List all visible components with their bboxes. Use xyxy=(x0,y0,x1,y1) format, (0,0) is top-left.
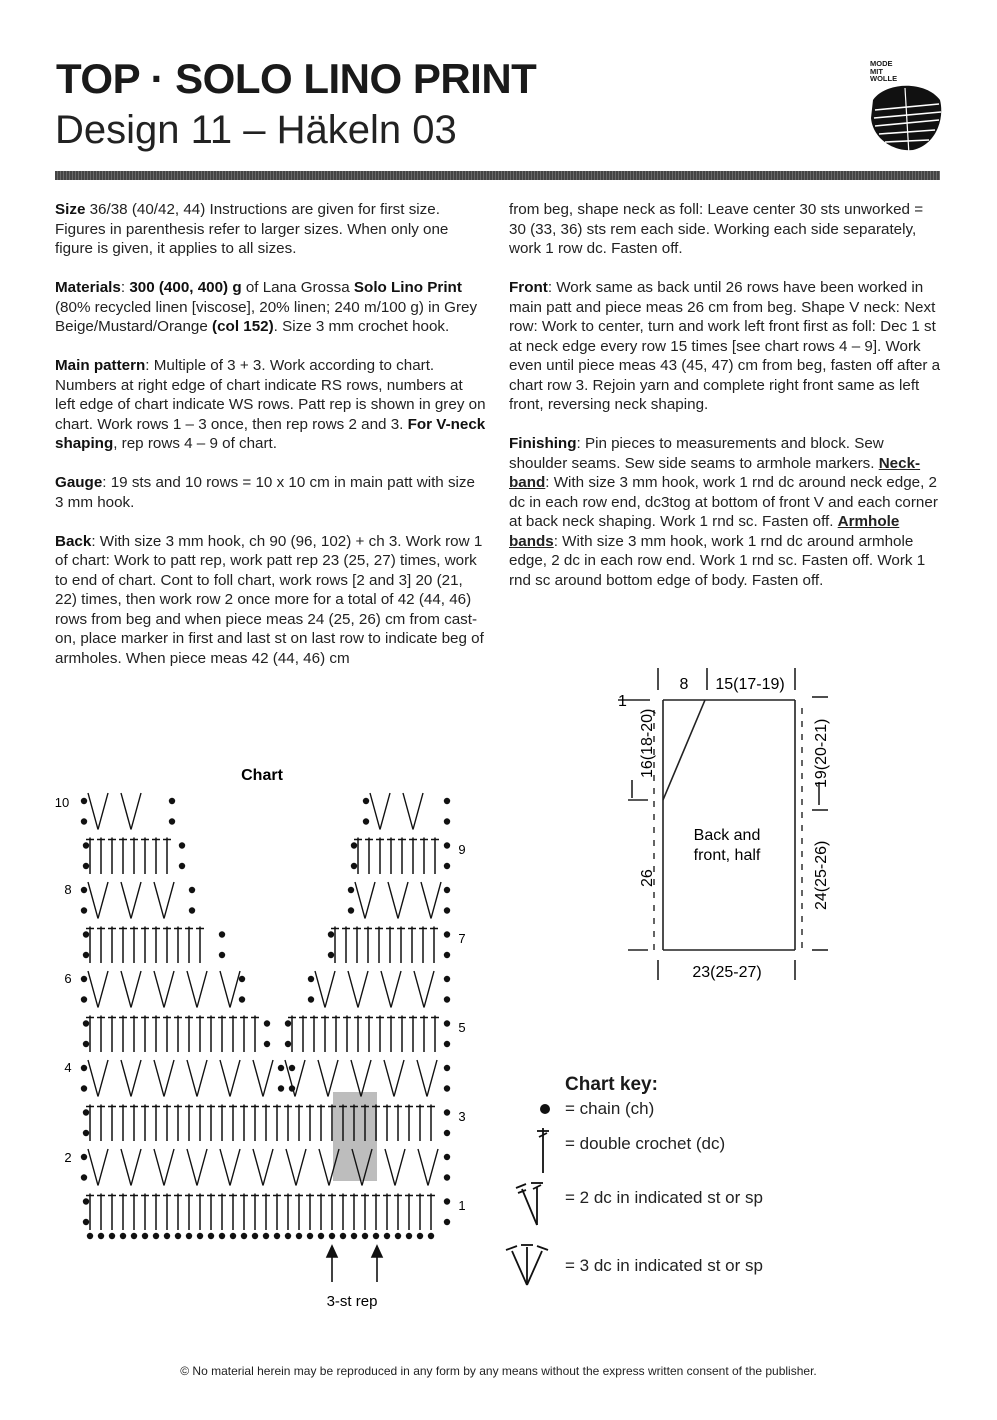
key-dc-label: = double crochet (dc) xyxy=(565,1134,726,1153)
pattern-repeat-highlight xyxy=(333,1092,377,1181)
crochet-chart xyxy=(40,760,480,1320)
row-number-1: 1 xyxy=(458,1198,466,1213)
right-text-column xyxy=(509,200,941,610)
lana-grossa-logo xyxy=(865,60,945,160)
schematic-width: 23(25-27) xyxy=(692,964,762,981)
key-chain-label: = chain (ch) xyxy=(565,1099,655,1118)
schematic-piece-label: Back and xyxy=(693,827,761,844)
main-pattern-paragraph: Main pattern: Multiple of 3 + 3. Work according to chart. Numbers at right edge of chart indicate RS rows, numbers at left edge of chart indicate WS rows. Patt rep is shown in grey on chart. Work rows 1 – 3 once, then rep rows 2 and 3. For V-neck shaping, rep rows 4 – 9 of chart. xyxy=(55,357,486,452)
row-number-8: 8 xyxy=(64,882,72,897)
schematic-neck-depth: 16(18-20) xyxy=(639,708,656,778)
left-text-column xyxy=(55,200,487,688)
materials-paragraph: Materials: 300 (400, 400) g of Lana Grossa Solo Lino Print (80% recycled linen [viscose], 20% linen; 240 m/100 g) in Grey Beige/Mustard/Orange (col 152). Size 3 mm crochet hook. xyxy=(55,279,478,335)
header-divider-bar xyxy=(55,171,940,180)
page-title: TOP · SOLO LINO PRINT xyxy=(56,55,537,102)
page-subtitle: Design 11 – Häkeln 03 xyxy=(55,108,457,152)
row-number-3: 3 xyxy=(458,1109,466,1124)
chart-title: Chart xyxy=(241,767,283,784)
schematic-label-1: 1 xyxy=(618,693,627,710)
key-3dc-label: = 3 dc in indicated st or sp xyxy=(565,1256,763,1275)
chain-symbol-icon xyxy=(540,1104,550,1114)
chart-key-symbols xyxy=(500,1095,570,1295)
schematic-piece-label-2: front, half xyxy=(693,847,761,864)
row-number-4: 4 xyxy=(64,1060,72,1075)
front-paragraph: Front: Work same as back until 26 rows have been worked in main patt and piece meas 26 cm from beg. Shape V neck: Next row: Work to center, turn and work left front first as foll: Dec 1 st at neck edge every row 15 times [see chart rows 4 – 9]. Work even until piece meas 43 (45, 47) cm from beg, fasten off after a chart row 3. Rejoin yarn and complete right front same as left front, reversing neck shaping. xyxy=(509,279,941,413)
copyright-footer: © No material herein may be reproduced in any form by any means without the express written consent of the publisher. xyxy=(180,1364,817,1378)
gauge-paragraph: Gauge: 19 sts and 10 rows = 10 x 10 cm in main patt with size 3 mm hook. xyxy=(55,474,475,511)
row-number-7: 7 xyxy=(458,931,466,946)
finishing-paragraph: Finishing: Pin pieces to measurements and block. Sew shoulder seams. Sew side seams to armhole markers. Neckband: With size 3 mm hook, work 1 rnd dc around neck edge, 2 dc in each row end, dc3tog at bottom of front V and each corner at back neck shaping. Work 1 rnd sc. Fasten off. Armhole bands: With size 3 mm hook, work 1 rnd dc around armhole edge, 2 dc in each row end. Work 1 rnd sc. Fasten off. Work 1 rnd sc around bottom edge of body. Fasten off. xyxy=(509,435,938,589)
key-2dc-label: = 2 dc in indicated st or sp xyxy=(565,1188,763,1207)
chart-key-title: Chart key: xyxy=(565,1074,658,1095)
schematic-shoulder-width: 15(17-19) xyxy=(715,676,785,693)
row-number-6: 6 xyxy=(64,971,72,986)
garment-schematic xyxy=(600,660,840,990)
schematic-armhole-depth: 19(20-21) xyxy=(813,718,830,788)
schematic-side-length: 24(25-26) xyxy=(813,840,830,910)
repeat-label: 3-st rep xyxy=(326,1293,378,1310)
back-paragraph: Back: With size 3 mm hook, ch 90 (96, 102) + ch 3. Work row 1 of chart: Work to patt rep, work patt rep 23 (25, 27) times, work to end of chart. Cont to foll chart, work rows [2 and 3] 20 (21, 22) times, then work row 2 once more for a total of 42 (44, 46) rows from beg and when piece meas 24 (25, 26) cm from cast-on, place marker in first and last st on last row to indicate beg of armholes. When piece meas 42 (44, 46) cm xyxy=(55,532,484,667)
size-paragraph: Size 36/38 (40/42, 44) Instructions are given for first size. Figures in parenthesis refer to larger sizes. When only one figure is given, it applies to all sizes. xyxy=(55,201,449,257)
row-number-9: 9 xyxy=(458,842,466,857)
neck-shaping-paragraph: from beg, shape neck as foll: Leave center 30 sts unworked = 30 (33, 36) sts rem each side. Working each side separately, work 1 row dc. Fasten off. xyxy=(509,201,924,257)
schematic-shoulder-8: 8 xyxy=(679,676,689,693)
row-number-10: 10 xyxy=(54,795,70,810)
row-number-2: 2 xyxy=(64,1150,72,1165)
schematic-lower-length: 26 xyxy=(639,869,656,887)
repeat-arrows xyxy=(327,1246,382,1282)
row-number-5: 5 xyxy=(458,1020,466,1035)
logo-tagline: MODE MIT WOLLE xyxy=(870,59,898,83)
